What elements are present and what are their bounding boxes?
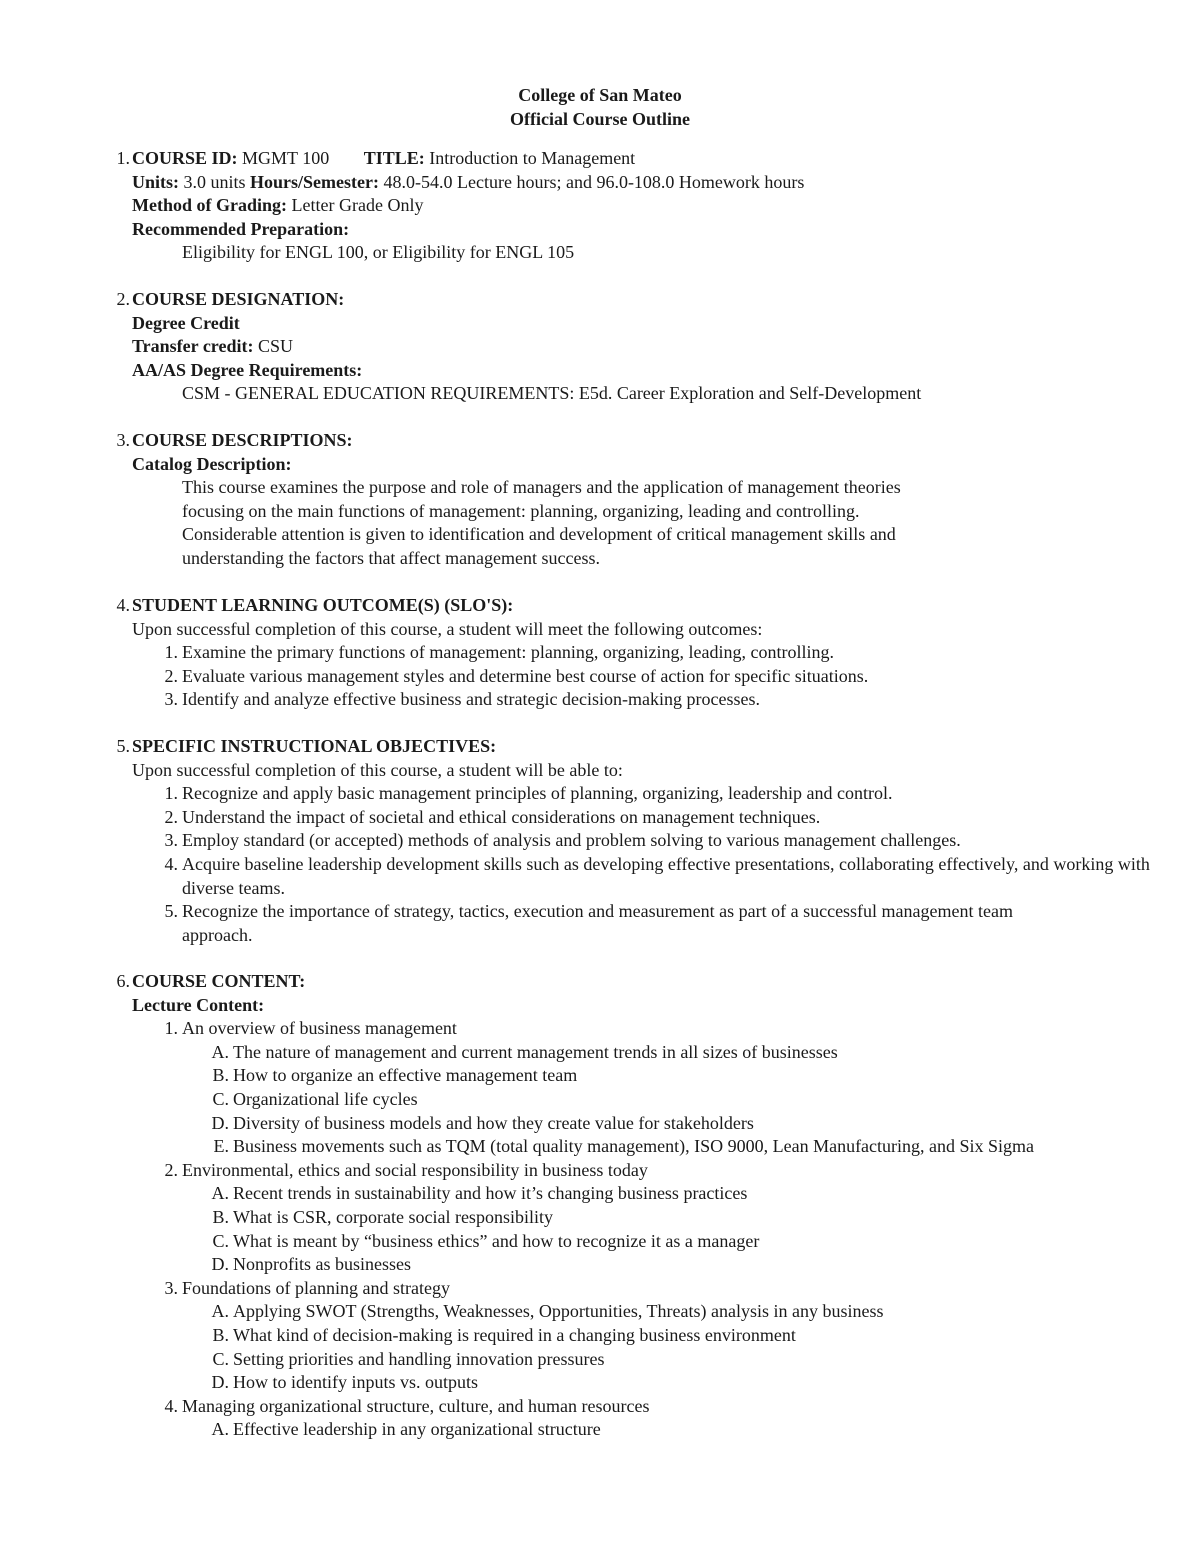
catalog-label: Catalog Description:: [132, 453, 292, 474]
section-number: 5.: [116, 736, 130, 756]
course-id-value: MGMT 100: [242, 148, 330, 168]
units-line: [132, 171, 1168, 195]
section-number: 6.: [116, 971, 130, 991]
section-number: 2.: [116, 289, 130, 309]
units-label: Units:: [132, 171, 180, 192]
content-subtopic: D. Nonprofits as businesses: [211, 1254, 411, 1275]
hours-label: Hours/Semester:: [250, 171, 379, 192]
catalog-line: focusing on the main functions of management: planning, organizing, leading and controlling.: [182, 500, 860, 521]
course-id-line: [132, 147, 1168, 171]
grading-line: [132, 194, 1168, 218]
title-label: TITLE:: [363, 148, 425, 168]
content-subtopic: A. Effective leadership in any organizational structure: [211, 1419, 601, 1440]
objective-item: 5. Recognize the importance of strategy, tactics, execution and measurement as part of a successful management team approach.: [164, 901, 1013, 945]
content-topic: 2. Environmental, ethics and social responsibility in business today: [164, 1159, 648, 1180]
prep-value: Eligibility for ENGL 100, or Eligibility for ENGL 105: [182, 242, 575, 263]
objective-item: 4. Acquire baseline leadership development skills such as developing effective presentations, collaborating effectively, and working with diverse teams.: [164, 853, 1150, 898]
catalog-line: Considerable attention is given to identification and development of critical management skills and: [182, 524, 896, 545]
section-learning-outcomes: [108, 594, 1168, 712]
lecture-label: Lecture Content:: [132, 994, 265, 1015]
content-subtopic: A. Recent trends in sustainability and how it’s changing business practices: [211, 1183, 748, 1204]
outcomes-intro: Upon successful completion of this course, a student will meet the following outcomes:: [132, 618, 763, 639]
content-subtopic: D. Diversity of business models and how they create value for stakeholders: [211, 1112, 754, 1133]
section-course-descriptions: [108, 429, 1168, 571]
catalog-line: This course examines the purpose and role of managers and the application of management theories: [182, 477, 901, 498]
section-heading: COURSE CONTENT:: [132, 971, 306, 991]
section-course-id: [108, 147, 1168, 265]
objective-item: 3. Employ standard (or accepted) methods of analysis and problem solving to various management challenges.: [164, 830, 961, 851]
content-subtopic: A. The nature of management and current management trends in all sizes of businesses: [211, 1041, 838, 1062]
content-subtopic: A. Applying SWOT (Strengths, Weaknesses, Opportunities, Threats) analysis in any business: [211, 1301, 884, 1322]
outcome-item: 1. Examine the primary functions of management: planning, organizing, leading, controlling.: [164, 642, 834, 663]
transfer-label: Transfer credit:: [132, 336, 254, 357]
content-subtopic: E. Business movements such as TQM (total quality management), ISO 9000, Lean Manufacturing, and Six Sigma: [213, 1136, 1035, 1157]
section-number: 4.: [116, 595, 130, 615]
course-id-label: COURSE ID:: [132, 148, 238, 168]
catalog-description: [182, 476, 1168, 570]
content-subtopic: C. What is meant by “business ethics” and how to recognize it as a manager: [212, 1230, 760, 1251]
units-value: 3.0 units: [183, 171, 246, 192]
transfer-value: CSU: [257, 336, 293, 357]
content-subtopic: C. Organizational life cycles: [212, 1088, 418, 1109]
hours-value: 48.0-54.0 Lecture hours; and 96.0-108.0 Homework hours: [383, 171, 805, 192]
section-number: 1.: [116, 148, 130, 168]
section-heading: SPECIFIC INSTRUCTIONAL OBJECTIVES:: [132, 736, 497, 756]
college-name: College of San Mateo: [518, 85, 682, 105]
degree-credit: Degree Credit: [132, 312, 240, 333]
title-value: Introduction to Management: [429, 148, 636, 168]
content-topic: 4. Managing organizational structure, culture, and human resources: [164, 1395, 650, 1416]
section-course-content: [108, 970, 1168, 1442]
section-course-designation: [108, 288, 1168, 406]
grading-label: Method of Grading:: [132, 195, 287, 216]
objective-item: 2. Understand the impact of societal and ethical considerations on management techniques.: [164, 806, 821, 827]
outcome-item: 2. Evaluate various management styles and determine best course of action for specific situations.: [164, 665, 869, 686]
section-heading: COURSE DESIGNATION:: [132, 289, 345, 309]
content-topic: 3. Foundations of planning and strategy: [164, 1277, 450, 1298]
grading-value: Letter Grade Only: [291, 195, 424, 216]
content-subtopic: B. What is CSR, corporate social responsibility: [212, 1206, 553, 1227]
section-instructional-objectives: [108, 735, 1168, 947]
section-number: 3.: [116, 430, 130, 450]
catalog-line: understanding the factors that affect management success.: [182, 547, 601, 568]
content-subtopic: B. What kind of decision-making is required in a changing business environment: [212, 1324, 796, 1345]
aa-label: AA/AS Degree Requirements:: [132, 359, 363, 380]
transfer-line: [132, 335, 1168, 359]
section-heading: STUDENT LEARNING OUTCOME(S) (SLO'S):: [132, 595, 514, 615]
content-subtopic: D. How to identify inputs vs. outputs: [211, 1372, 479, 1393]
outcome-item: 3. Identify and analyze effective business and strategic decision-making processes.: [164, 689, 760, 710]
content-topic: 1. An overview of business management: [164, 1018, 457, 1039]
objectives-intro: Upon successful completion of this course, a student will be able to:: [132, 759, 623, 780]
content-subtopic: B. How to organize an effective management team: [212, 1065, 578, 1086]
prep-label: Recommended Preparation:: [132, 218, 350, 239]
aa-value: CSM - GENERAL EDUCATION REQUIREMENTS: E5d. Career Exploration and Self-Development: [182, 383, 922, 404]
section-heading: COURSE DESCRIPTIONS:: [132, 430, 353, 450]
document-title: Official Course Outline: [510, 109, 690, 129]
content-subtopic: C. Setting priorities and handling innovation pressures: [212, 1348, 605, 1369]
objective-item: 1. Recognize and apply basic management principles of planning, organizing, leadership and control.: [164, 783, 893, 804]
